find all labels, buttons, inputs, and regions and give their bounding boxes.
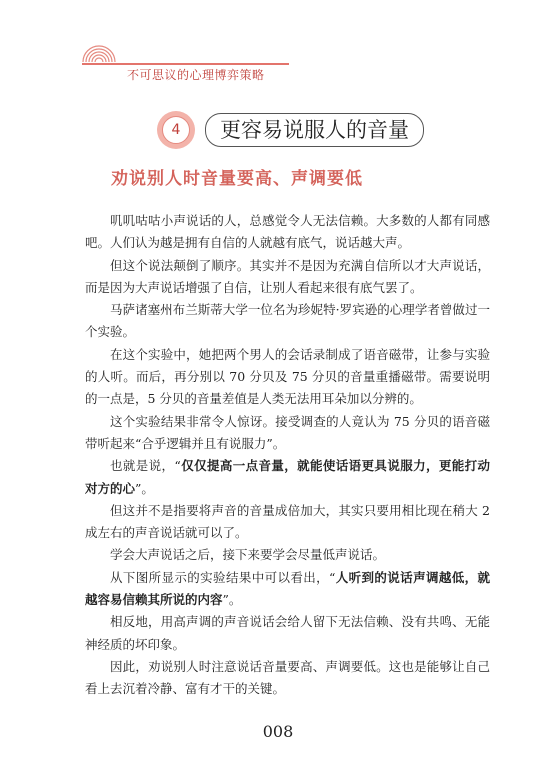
section-title: 更容易说服人的音量 [205, 113, 424, 147]
paragraph-1 [85, 210, 490, 255]
paragraph-text: ”。 [222, 592, 242, 608]
paragraph-text: 这个实验结果非常令人惊讶。接受调查的人竟认为 75 分贝的语音磁带听起来“合乎逻辑并且有说服力”。 [85, 413, 490, 451]
emphasis-text: 仅仅提高一点音量，就能使话语更具说服力，更能打动对方的心 [85, 458, 490, 496]
paragraph-5 [85, 411, 490, 456]
paragraph-text: 但这个说法颠倒了顺序。其实并不是因为充满自信所以才大声说话，而是因为大声说话增强了自信，让别人看起来很有底气罢了。 [85, 257, 490, 295]
body-text [85, 210, 490, 701]
paragraph-4 [85, 344, 490, 411]
header-rule [82, 63, 289, 65]
section-subtitle: 劝说别人时音量要高、声调要低 [111, 169, 363, 189]
paragraph-text: 也就是说，“ [110, 458, 181, 474]
paragraph-text: 从下图所显示的实验结果中可以看出，“ [110, 569, 336, 585]
page-number: 008 [262, 722, 294, 741]
paragraph-text: 叽叽咕咕小声说话的人，总感觉令人无法信赖。大多数的人都有同感吧。人们认为越是拥有自信的人就越有底气，说话越大声。 [85, 213, 490, 251]
paragraph-9 [85, 567, 490, 612]
paragraph-10 [85, 611, 490, 656]
paragraph-2 [85, 255, 490, 300]
paragraph-text: 马萨诸塞州布兰斯蒂大学一位名为珍妮特·罗宾逊的心理学者曾做过一个实验。 [85, 302, 490, 340]
paragraph-text: 相反地，用高声调的声音说话会给人留下无法信赖、没有共鸣、无能神经质的坏印象。 [85, 614, 490, 652]
emphasis-text: 人听到的说话声调越低，就越容易信赖其所说的内容 [85, 569, 490, 608]
section-number: 4 [162, 116, 190, 144]
paragraph-text: 但这并不是指要将声音的音量成倍加大，其实只要用相比现在稍大 2 成左右的声音说话就可以了。 [85, 502, 490, 541]
paragraph-text: ”。 [135, 480, 154, 496]
paragraph-8 [85, 544, 490, 566]
paragraph-11 [85, 656, 490, 701]
paragraph-6 [85, 455, 490, 500]
paragraph-text: 因此，劝说别人时注意说话音量要高、声调要低。这也是能够让自己看上去沉着冷静、富有才干的关键。 [85, 658, 490, 697]
paragraph-3 [85, 299, 490, 344]
paragraph-7 [85, 500, 490, 545]
running-header-title: 不可思议的心理博弈策略 [127, 68, 265, 82]
arc-logo-icon [82, 40, 116, 62]
section-number-badge-icon [157, 111, 195, 149]
paragraph-text: 在这个实验中，她把两个男人的会话录制成了语音磁带，让参与实验的人听。而后，再分别以 70 分贝及 75 分贝的音量重播磁带。需要说明的一点是，5 分贝的音量差值是人类无法用耳朵加以分辨的。 [85, 346, 490, 407]
paragraph-text: 学会大声说话之后，接下来要学会尽量低声说话。 [110, 547, 386, 563]
